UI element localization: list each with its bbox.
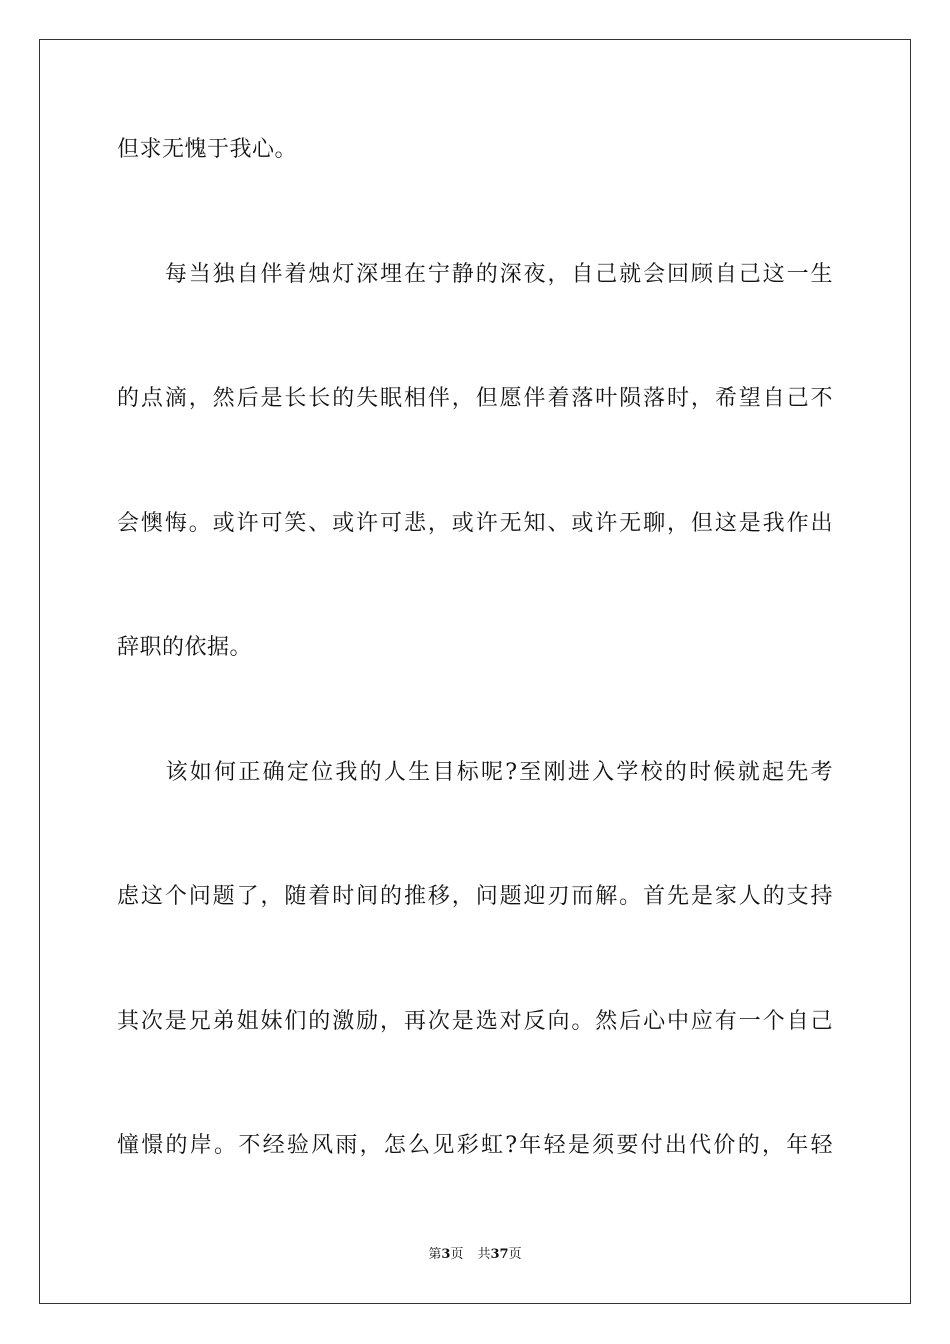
- body-line: 每当独自伴着烛灯深埋在宁静的深夜，自己就会回顾自己这一生: [117, 262, 833, 287]
- body-line: 虑这个问题了，随着时间的推移，问题迎刃而解。首先是家人的支持: [117, 884, 833, 909]
- page-frame: [39, 39, 911, 1304]
- body-line: 辞职的依据。: [117, 635, 253, 660]
- body-line: 的点滴，然后是长长的失眠相伴，但愿伴着落叶陨落时，希望自己不: [117, 386, 833, 411]
- page-footer: [0, 1246, 950, 1264]
- page-label-suffix: 页: [450, 1247, 464, 1262]
- page-total: 37: [490, 1247, 509, 1262]
- body-line: 该如何正确定位我的人生目标呢?至刚进入学校的时候就起先考: [117, 760, 833, 785]
- total-label-suffix: 页: [508, 1247, 522, 1262]
- body-line: 憧憬的岸。不经验风雨，怎么见彩虹?年轻是须要付出代价的，年轻: [117, 1133, 833, 1158]
- page-number: 3: [441, 1247, 451, 1262]
- body-line: 其次是兄弟姐妹们的激励，再次是选对反向。然后心中应有一个自己: [117, 1009, 833, 1034]
- total-label-prefix: 共: [477, 1247, 491, 1262]
- body-line: 但求无愧于我心。: [117, 137, 298, 162]
- body-line: 会懊悔。或许可笑、或许可悲，或许无知、或许无聊，但这是我作出: [117, 511, 833, 536]
- page-label-prefix: 第: [428, 1247, 442, 1262]
